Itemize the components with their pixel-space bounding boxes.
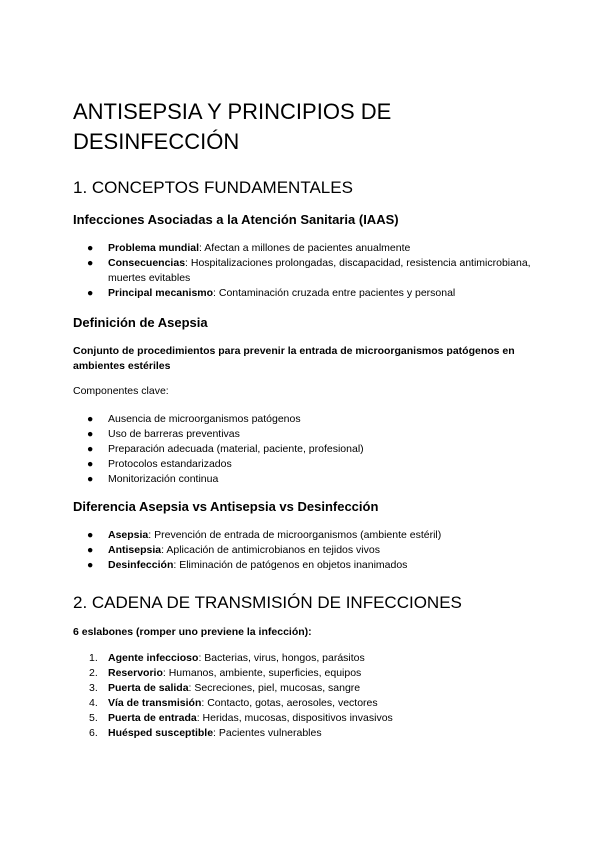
section-1-heading: 1. CONCEPTOS FUNDAMENTALES	[73, 178, 353, 197]
section-2-heading: 2. CADENA DE TRANSMISIÓN DE INFECCIONES	[73, 593, 462, 612]
list-item: ● Uso de barreras preventivas	[87, 428, 240, 440]
list-item: ● Protocolos estandarizados	[87, 458, 232, 470]
list-item: ● Antisepsia: Aplicación de antimicrobianos en tejidos vivos	[87, 544, 380, 556]
bullet-icon: ●	[87, 242, 94, 254]
bullet-icon: ●	[87, 413, 94, 425]
components-list	[73, 412, 543, 487]
list-item: ● Preparación adecuada (material, paciente, profesional)	[87, 443, 364, 455]
iaas-list	[73, 241, 543, 301]
list-item: 4. Vía de transmisión: Contacto, gotas, aerosoles, vectores	[89, 697, 378, 709]
list-item: 3. Puerta de salida: Secreciones, piel, mucosas, sangre	[89, 682, 361, 694]
bullet-icon: ●	[87, 257, 94, 269]
list-item: 6. Huésped susceptible: Pacientes vulnerables	[89, 727, 322, 739]
bullet-icon: ●	[87, 458, 94, 470]
list-item: ● Monitorización continua	[87, 473, 219, 485]
bullet-icon: ●	[87, 559, 94, 571]
bullet-icon: ●	[87, 544, 94, 556]
bullet-icon: ●	[87, 287, 94, 299]
asepsia-definition: Conjunto de procedimientos para prevenir la entrada de microorganismos patógenos en ambientes estériles	[73, 345, 515, 372]
list-item: ● Asepsia: Prevención de entrada de microorganismos (ambiente estéril)	[87, 529, 442, 541]
diferencia-heading: Diferencia Asepsia vs Antisepsia vs Desinfección	[73, 499, 379, 514]
chain-intro: 6 eslabones (romper uno previene la infección):	[73, 626, 312, 638]
iaas-heading: Infecciones Asociadas a la Atención Sanitaria (IAAS)	[73, 212, 399, 227]
bullet-icon: ●	[87, 473, 94, 485]
bullet-icon: ●	[87, 443, 94, 455]
components-label: Componentes clave:	[73, 385, 169, 397]
list-item: ● Consecuencias: Hospitalizaciones prolongadas, discapacidad, resistencia antimicrobiana, muertes evitables	[87, 257, 531, 284]
asepsia-heading: Definición de Asepsia	[73, 315, 208, 330]
bullet-icon: ●	[87, 529, 94, 541]
list-item: ● Problema mundial: Afectan a millones de pacientes anualmente	[87, 242, 411, 254]
list-item: 1. Agente infeccioso: Bacterias, virus, hongos, parásitos	[89, 652, 365, 664]
diferencia-list	[73, 528, 543, 573]
bullet-icon: ●	[87, 428, 94, 440]
list-item: 5. Puerta de entrada: Heridas, mucosas, dispositivos invasivos	[89, 712, 393, 724]
chain-list	[73, 651, 543, 741]
document-title: ANTISEPSIA Y PRINCIPIOS DE DESINFECCIÓN	[73, 99, 392, 154]
list-item: ● Principal mecanismo: Contaminación cruzada entre pacientes y personal	[87, 287, 456, 299]
list-item: ● Ausencia de microorganismos patógenos	[87, 413, 301, 425]
list-item: ● Desinfección: Eliminación de patógenos en objetos inanimados	[87, 559, 408, 571]
list-item: 2. Reservorio: Humanos, ambiente, superficies, equipos	[89, 667, 362, 679]
